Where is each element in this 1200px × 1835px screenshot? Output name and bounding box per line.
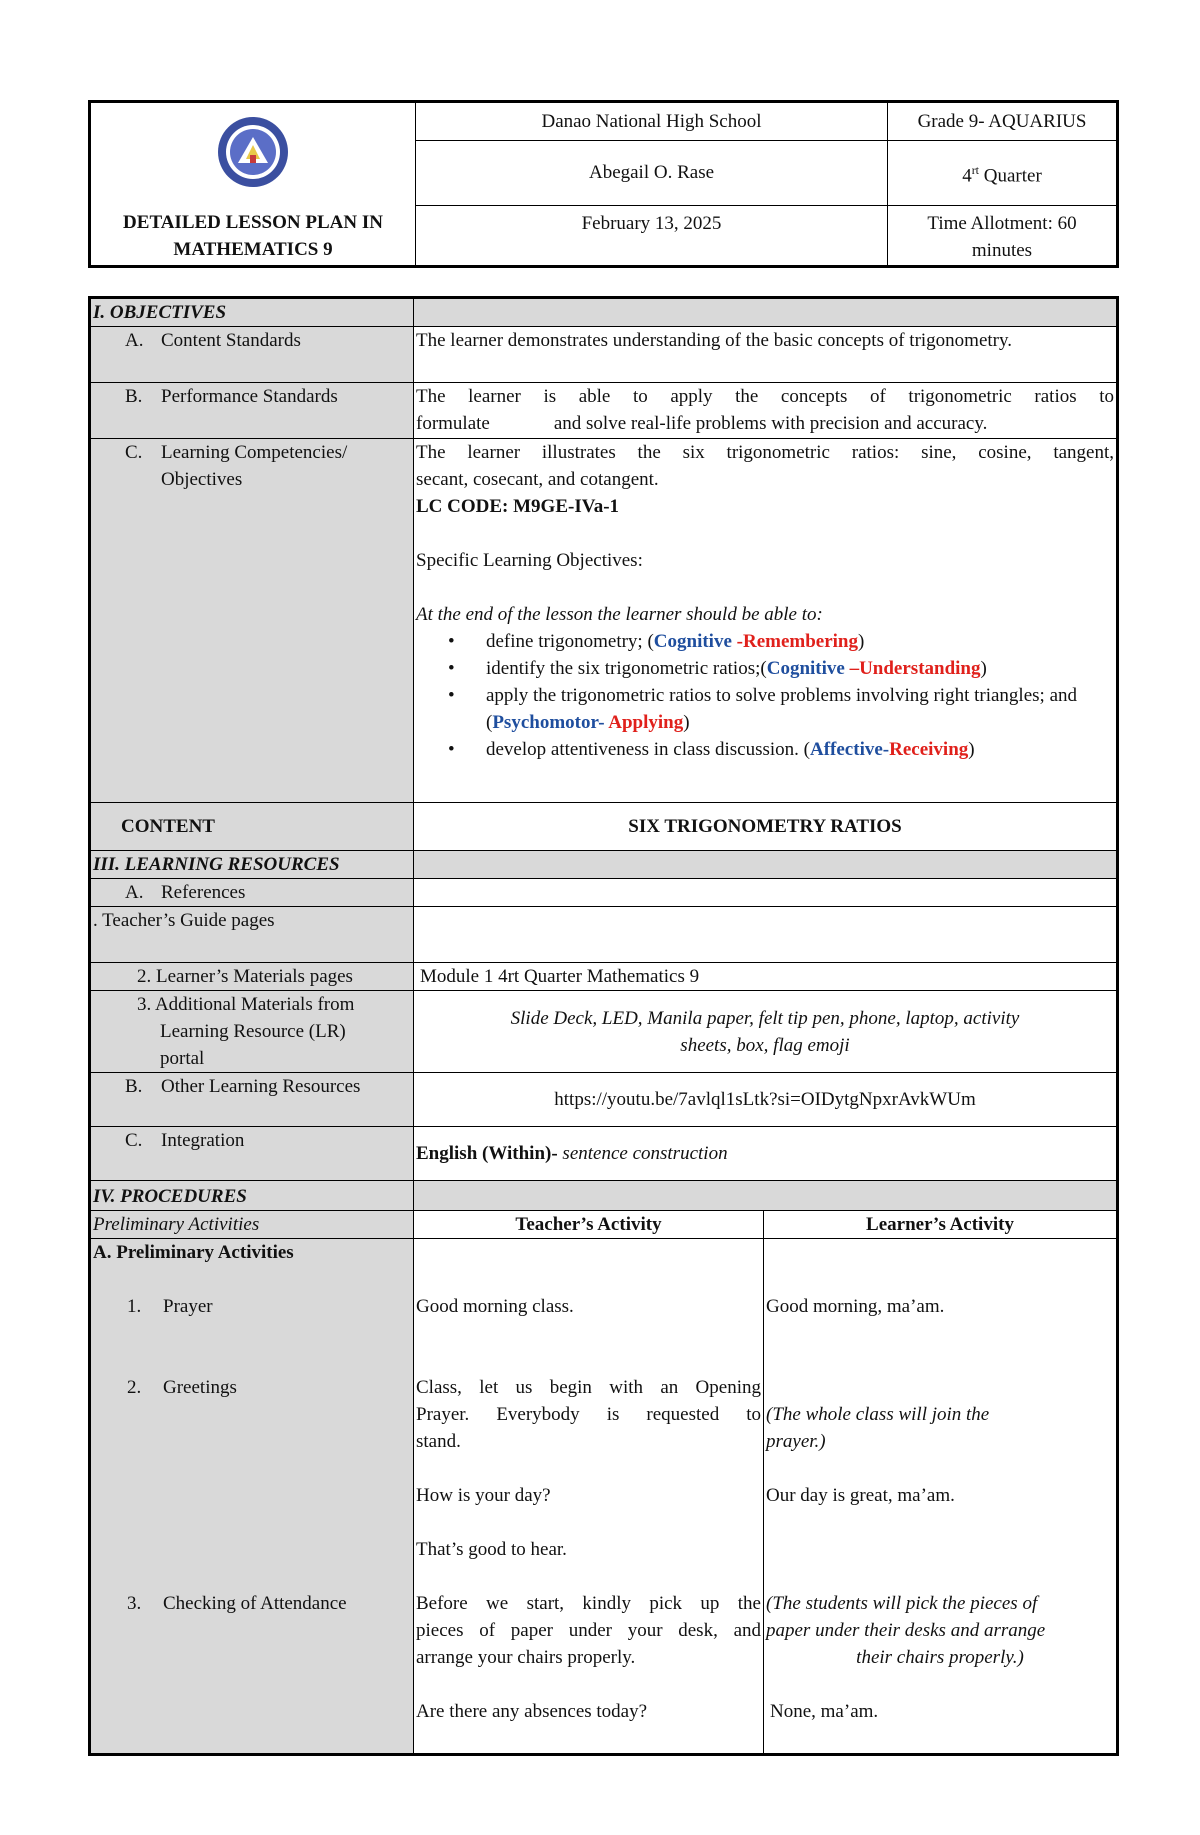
quarter-word: Quarter (979, 164, 1042, 186)
step-number: 2. (127, 1377, 142, 1398)
step-checking-attendance (93, 1590, 411, 1617)
objective-level: Understanding (859, 658, 981, 679)
objective-domain: Cognitive (766, 658, 845, 679)
objective-domain: Psychomotor- (492, 712, 605, 733)
references-value (414, 879, 1118, 907)
label-c: C. (125, 1130, 143, 1151)
teacher-line: Before we start, kindly pick up the (416, 1593, 761, 1614)
specific-objectives-heading: Specific Learning Objectives: (416, 550, 643, 571)
title-cell (90, 102, 416, 267)
resources-heading-fill (414, 851, 1118, 879)
teacher-line: stand. (416, 1431, 461, 1452)
step-greetings (93, 1374, 411, 1401)
teacher-line: Are there any absences today? (416, 1701, 648, 1722)
teachers-guide-value (414, 907, 1118, 963)
teacher-line: arrange your chairs properly. (416, 1647, 636, 1668)
content-standards-label (90, 327, 414, 383)
step-number: 3. (127, 1593, 142, 1614)
learner-line: their chairs properly.) (856, 1647, 1024, 1668)
objectives-list (416, 628, 1114, 763)
learner-line: prayer.) (766, 1431, 826, 1452)
learner-line: None, ma’am. (770, 1701, 879, 1722)
label-b: B. (125, 386, 143, 407)
other-resources-label (90, 1073, 414, 1127)
objective-level: Receiving (889, 739, 969, 760)
performance-standards-word: formulate (416, 413, 490, 434)
competency-line1: The learner illustrates the six trigonometric ratios: sine, cosine, tangent, (416, 442, 1114, 463)
integration-focus: sentence construction (557, 1143, 728, 1164)
lesson-plan-title-line1: DETAILED LESSON PLAN IN (123, 212, 383, 233)
teacher-line: Good morning class. (416, 1296, 574, 1317)
performance-standards-value (414, 383, 1118, 439)
objective-level: Remembering (742, 631, 858, 652)
content-standards-text: Content Standards (161, 330, 301, 351)
objective-item: • identify the six trigonometric ratios;(Cognitive –Understanding) (448, 655, 1114, 682)
learning-competencies-line2: Objectives (161, 469, 243, 490)
integration-value (414, 1127, 1118, 1181)
objectives-heading: I. OBJECTIVES (90, 298, 414, 327)
youtube-link[interactable]: https://youtu.be/7avlql1sLtk?si=OIDytgNpxrAvkWUm (414, 1073, 1118, 1127)
additional-materials-value-line1: Slide Deck, LED, Manila paper, felt tip pen, phone, laptop, activity (510, 1007, 1020, 1029)
performance-standards-line2 (416, 410, 1114, 437)
additional-materials-value-line2: sheets, box, flag emoji (680, 1034, 850, 1056)
performance-standards-line1: The learner is able to apply the concepts of trigonometric ratios to (416, 386, 1114, 407)
objective-item: • define trigonometry; (Cognitive -Remembering) (448, 628, 1114, 655)
learner-line: (The whole class will join the (766, 1404, 990, 1425)
school-name: Danao National High School (416, 102, 888, 141)
label-c: C. (125, 442, 143, 463)
quarter-superscript: rt (971, 162, 980, 177)
objective-item: • develop attentiveness in class discussion. (Affective-Receiving) (448, 736, 1114, 763)
header-table (88, 100, 1119, 268)
references-label (90, 879, 414, 907)
preliminary-activities-heading: A. Preliminary Activities (93, 1242, 294, 1263)
performance-standards-text: Performance Standards (161, 386, 338, 407)
other-resources-text: Other Learning Resources (161, 1076, 361, 1097)
objective-item: • apply the trigonometric ratios to solve problems involving right triangles; and (Psychomotor- Applying) (448, 682, 1114, 736)
learning-competencies-line1: Learning Competencies/ (161, 442, 348, 463)
deped-seal-logo (216, 115, 290, 189)
label-b: B. (125, 1076, 143, 1097)
performance-standards-rest: and solve real-life problems with precision and accuracy. (553, 413, 988, 434)
objectives-intro: At the end of the lesson the learner should be able to: (416, 604, 823, 625)
learner-activity-header: Learner’s Activity (764, 1211, 1118, 1239)
additional-materials-value (414, 991, 1118, 1073)
resources-heading: III. LEARNING RESOURCES (90, 851, 414, 879)
time-allotment-line2: minutes (971, 239, 1033, 261)
procedure-steps (90, 1239, 414, 1755)
learner-line: Good morning, ma’am. (766, 1296, 945, 1317)
teacher-name: Abegail O. Rase (416, 140, 888, 205)
learner-line: Our day is great, ma’am. (766, 1485, 955, 1506)
learner-line: paper under their desks and arrange (766, 1620, 1046, 1641)
learners-materials-value: Module 1 4rt Quarter Mathematics 9 (414, 963, 1118, 991)
teacher-line: Prayer. Everybody is requested to (416, 1404, 761, 1425)
performance-standards-label (90, 383, 414, 439)
objective-domain: Cognitive (653, 631, 732, 652)
quarter-cell (888, 140, 1118, 205)
integration-label (90, 1127, 414, 1181)
learners-materials-label: 2. Learner’s Materials pages (90, 963, 414, 991)
objective-domain: Affective- (810, 739, 890, 760)
quarter-number: 4 (962, 164, 972, 186)
procedures-heading: IV. PROCEDURES (90, 1181, 414, 1211)
additional-materials-line2: Learning Resource (LR) (160, 1021, 346, 1042)
step-label: Greetings (163, 1377, 237, 1398)
procedures-heading-fill (414, 1181, 1118, 1211)
teachers-guide-label: . Teacher’s Guide pages (90, 907, 414, 963)
step-label: Checking of Attendance (163, 1593, 347, 1614)
grade-section: Grade 9- AQUARIUS (888, 102, 1118, 141)
competency-line2: secant, cosecant, and cotangent. (416, 469, 659, 490)
teacher-line: Class, let us begin with an Opening (416, 1377, 761, 1398)
step-prayer (93, 1293, 411, 1320)
additional-materials-line3: portal (160, 1048, 205, 1069)
content-standards-value: The learner demonstrates understanding of the basic concepts of trigonometry. (414, 327, 1118, 383)
label-a: A. (125, 330, 144, 351)
teacher-line: pieces of paper under your desk, and (416, 1620, 761, 1641)
time-allotment (888, 205, 1118, 266)
step-number: 1. (127, 1296, 142, 1317)
objectives-heading-fill (414, 298, 1118, 327)
teacher-line: How is your day? (416, 1485, 551, 1506)
integration-text: Integration (161, 1130, 245, 1151)
learner-activity-column (764, 1239, 1118, 1755)
step-label: Prayer (163, 1296, 213, 1317)
lesson-plan-title-line2: MATHEMATICS 9 (173, 239, 333, 260)
teacher-activity-header: Teacher’s Activity (414, 1211, 764, 1239)
objective-level: Applying (608, 712, 684, 733)
additional-materials-line1: 3. Additional Materials from (137, 994, 355, 1015)
lesson-date: February 13, 2025 (416, 205, 888, 266)
references-text: References (161, 882, 246, 903)
lesson-plan-table (88, 296, 1119, 1756)
time-allotment-line1: Time Allotment: 60 (927, 212, 1077, 234)
learning-competencies-label (90, 439, 414, 803)
procedures-subheading: Preliminary Activities (90, 1211, 414, 1239)
content-value: SIX TRIGONOMETRY RATIOS (414, 803, 1118, 851)
content-label: CONTENT (90, 803, 414, 851)
learner-line: (The students will pick the pieces of (766, 1593, 1038, 1614)
learning-competencies-value (414, 439, 1118, 803)
integration-subject: English (Within)- (416, 1143, 558, 1164)
teacher-line: That’s good to hear. (416, 1539, 567, 1560)
label-a: A. (125, 882, 144, 903)
additional-materials-label (90, 991, 414, 1073)
lc-code: LC CODE: M9GE-IVa-1 (416, 496, 620, 517)
teacher-activity-column (414, 1239, 764, 1755)
